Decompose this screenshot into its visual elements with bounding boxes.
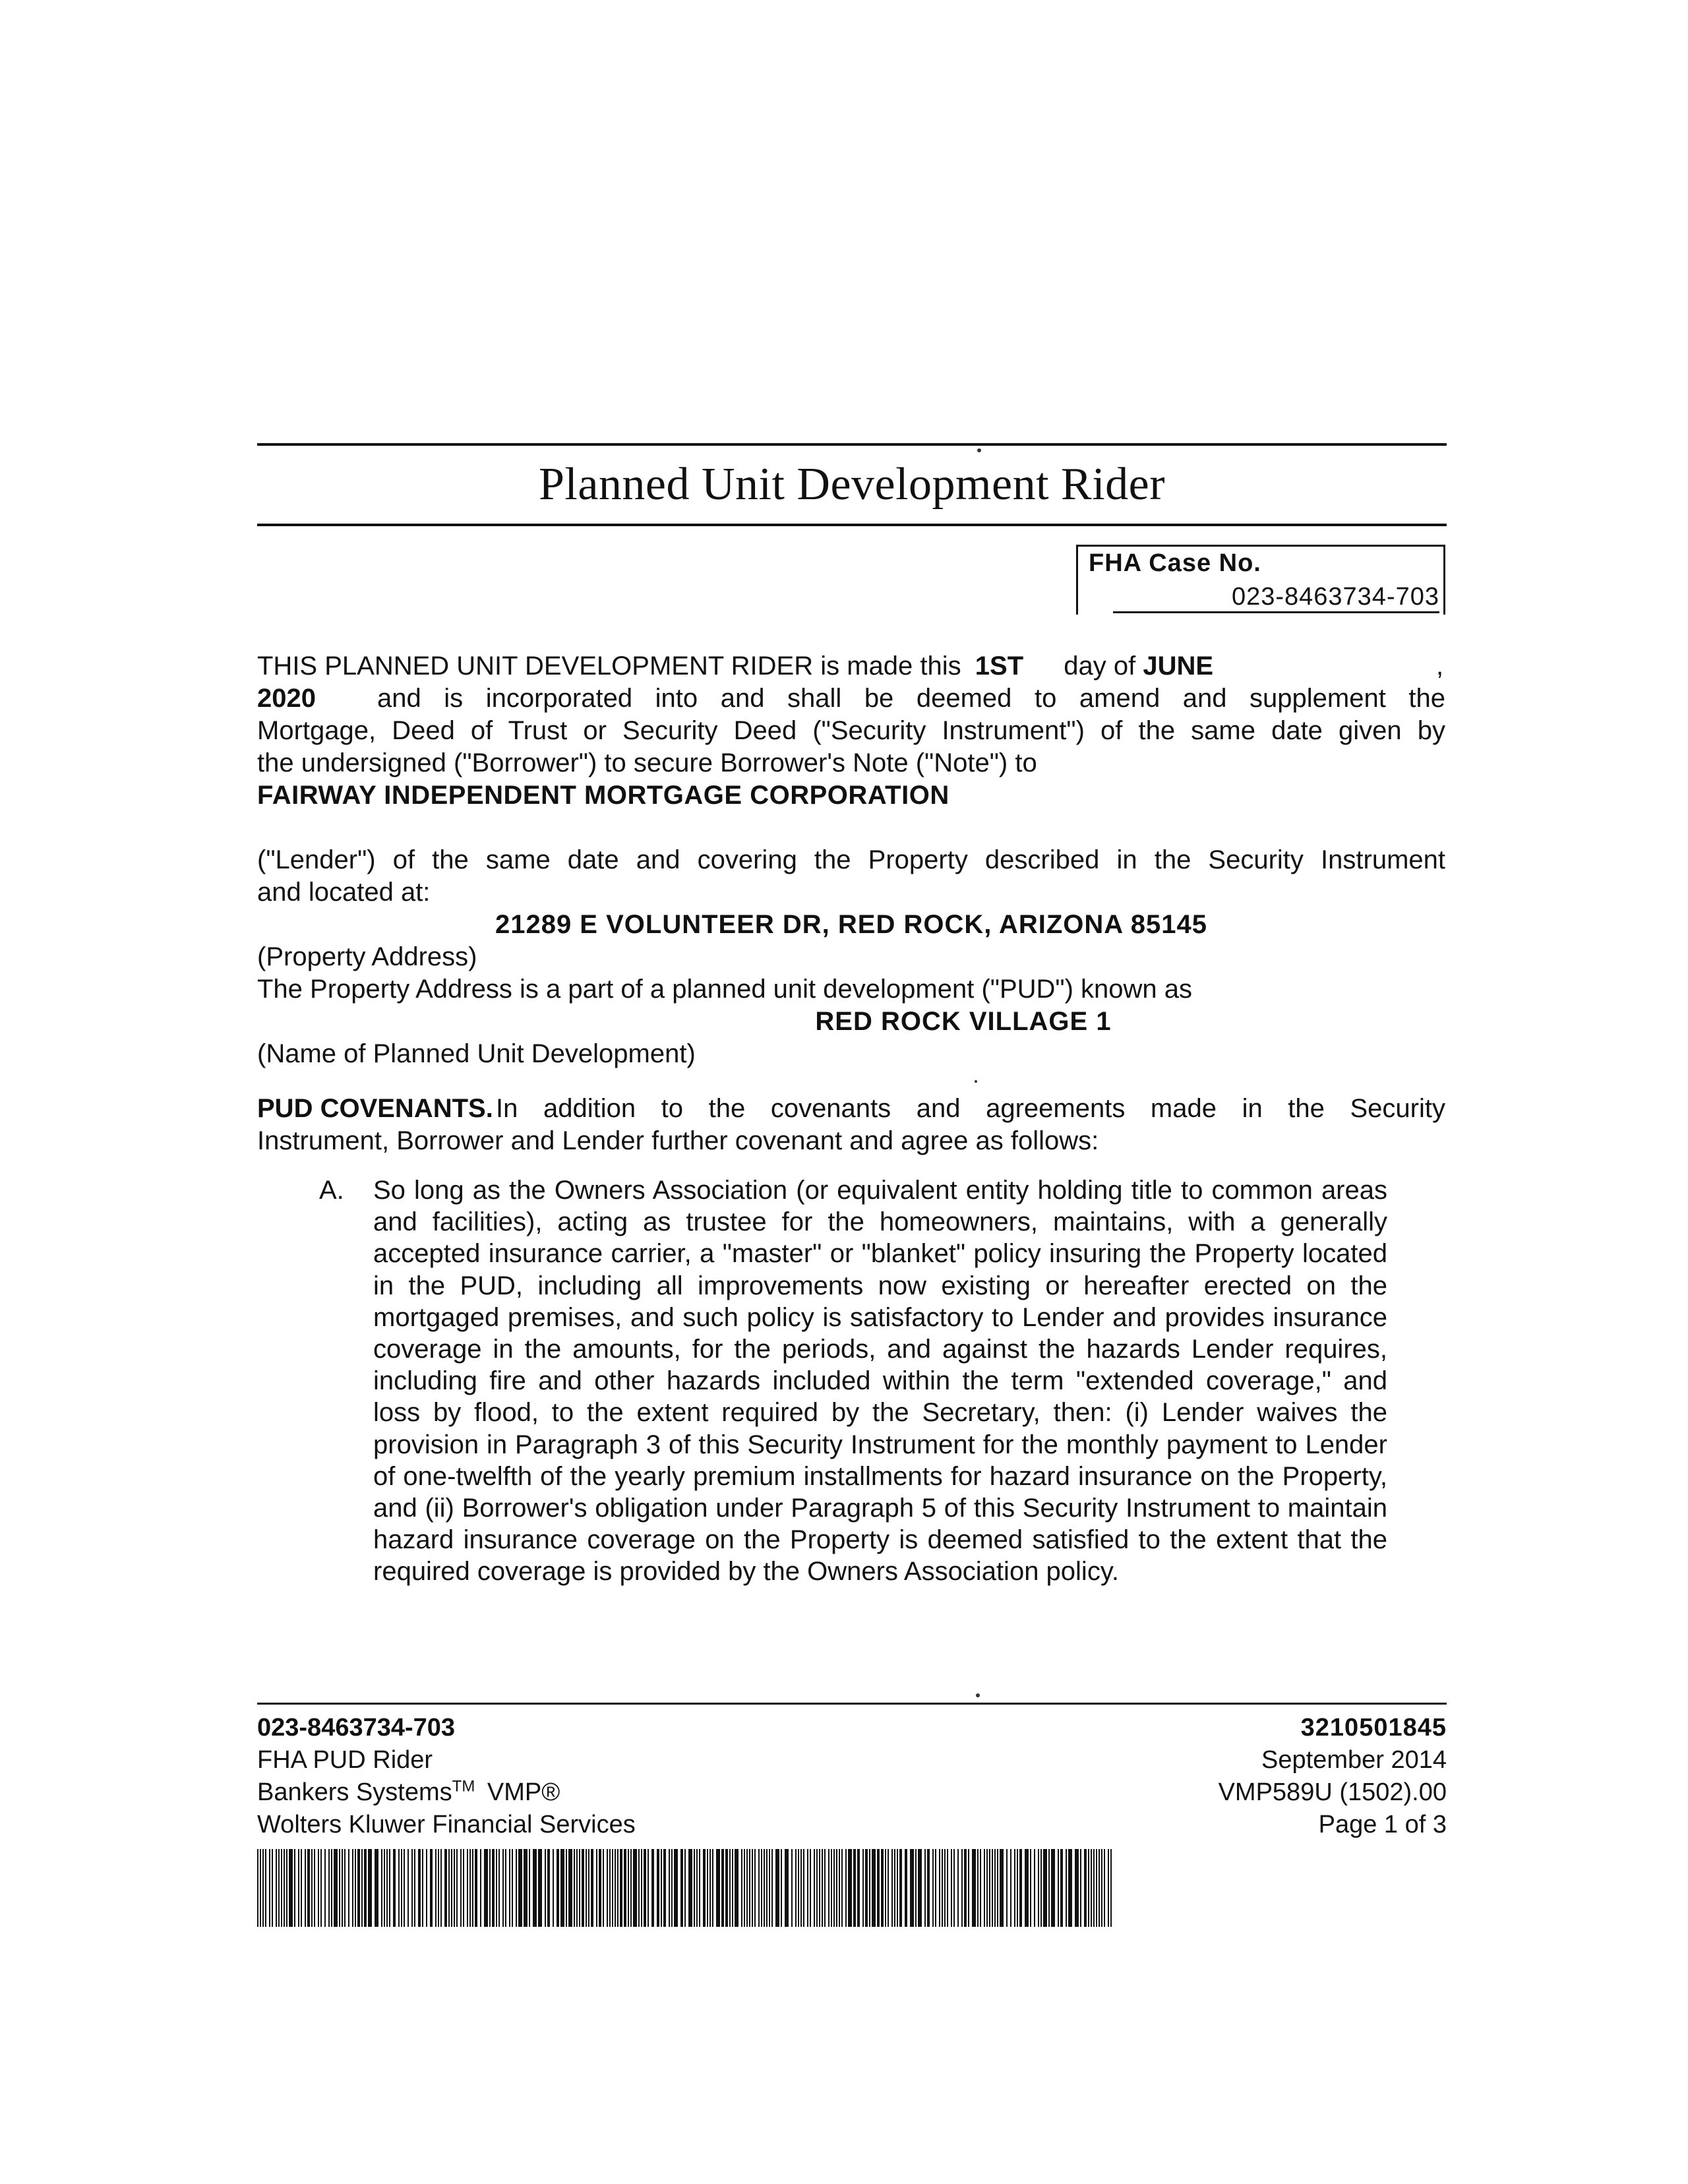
barcode-bar [538,1849,542,1927]
barcode-bar [977,1849,979,1927]
barcode-bar [591,1849,593,1927]
barcode-bar [932,1849,934,1927]
barcode-bar [607,1849,608,1927]
scan-speck [976,1693,980,1697]
barcode-bar [709,1849,711,1927]
barcode-bar [712,1849,713,1927]
barcode-bar [1038,1849,1039,1927]
barcode-bar [865,1849,868,1927]
barcode-bar [545,1849,546,1927]
pud-name-label: (Name of Planned Unit Development) [257,1039,696,1068]
barcode-bar [502,1849,504,1927]
barcode-bar [761,1849,762,1927]
barcode-bar [947,1849,948,1927]
barcode-bar [800,1849,802,1927]
barcode-bar [853,1849,856,1927]
barcode-bar [729,1849,731,1927]
barcode-bar [448,1849,450,1927]
barcode-bar [1017,1849,1018,1927]
footer-page-label: Page 1 of 3 [1318,1811,1447,1838]
barcode-bar [894,1849,895,1927]
barcode-bar [339,1849,340,1927]
barcode-bar [284,1849,285,1927]
barcode-bar [1034,1849,1035,1927]
day-of-text: day of [1064,652,1136,681]
barcode-bar [467,1849,468,1927]
intro-comma: , [1436,652,1444,681]
barcode-bar [364,1849,367,1927]
scan-speck [977,448,981,452]
barcode-bar [752,1849,753,1927]
rider-day: 1ST [975,652,1024,681]
barcode-bar [1101,1849,1102,1927]
lender-name: FAIRWAY INDEPENDENT MORTGAGE CORPORATION [257,781,950,810]
barcode-bar [498,1849,500,1927]
barcode-bar [334,1849,338,1927]
barcode-bar [957,1849,959,1927]
barcode-bar [505,1849,506,1927]
barcode-bar [633,1849,637,1927]
barcode-bar [980,1849,981,1927]
barcode-bar [599,1849,601,1927]
barcode-bar [872,1849,876,1927]
barcode-bar [314,1849,315,1927]
barcode-bar [703,1849,706,1927]
barcode-bar [807,1849,808,1927]
barcode-bar [262,1849,264,1927]
barcode-bar [749,1849,750,1927]
barcode-bar [509,1849,510,1927]
barcode-bar [924,1849,926,1927]
barcode-bar [518,1849,522,1927]
header-bottom-rule [257,524,1447,526]
footer-case-number: 023-8463734-703 [257,1714,456,1742]
barcode-bar [644,1849,646,1927]
barcode-bar [624,1849,626,1927]
barcode-bar [352,1849,353,1927]
barcode-bar [451,1849,452,1927]
barcode-bar [311,1849,313,1927]
barcode-bar [566,1849,567,1927]
item-a-letter: A. [319,1176,344,1205]
intro-line-1 [257,650,1213,682]
barcode-bar [972,1849,976,1927]
barcode-bar [1096,1849,1097,1927]
barcode-bar [848,1849,852,1927]
barcode-bar [841,1849,843,1927]
barcode-bar [803,1849,804,1927]
barcode-bar [944,1849,946,1927]
barcode-bar [989,1849,990,1927]
barcode-bar [669,1849,670,1927]
barcode-bar [822,1849,823,1927]
barcode-bar [707,1849,708,1927]
barcode-bar [657,1849,659,1927]
barcode-bar [1060,1849,1063,1927]
barcode-bar [764,1849,765,1927]
barcode-bar [1068,1849,1072,1927]
barcode-bar [648,1849,649,1927]
barcode-bar [328,1849,330,1927]
covenants-line-1-text: In addition to the covenants and agreements made in the Security [496,1094,1445,1123]
barcode-bar [463,1849,464,1927]
barcode-bar [910,1849,914,1927]
barcode-bar [891,1849,893,1927]
barcode-bar [454,1849,455,1927]
barcode-bar [615,1849,616,1927]
barcode-bar [612,1849,613,1927]
barcode-bar [533,1849,537,1927]
barcode-bar [814,1849,815,1927]
barcode-bar [301,1849,302,1927]
barcode-bar [344,1849,346,1927]
barcode-bar [888,1849,889,1927]
barcode-bar [816,1849,818,1927]
barcode-bar [381,1849,382,1927]
covenants-heading: PUD COVENANTS. [257,1094,493,1123]
barcode-bar [384,1849,385,1927]
barcode-bar [355,1849,356,1927]
barcode-bar [438,1849,439,1927]
barcode-bar [1014,1849,1015,1927]
intro-line-4: the undersigned ("Borrower") to secure Borrower's Note ("Note") to [257,748,1037,777]
barcode-bar [661,1849,662,1927]
covenants-line-1 [257,1093,1445,1124]
covenants-line-2: Instrument, Borrower and Lender further covenant and agree as follows: [257,1126,1099,1155]
pud-name: RED ROCK VILLAGE 1 [815,1007,1112,1036]
barcode-bar [663,1849,666,1927]
barcode-bar [492,1849,495,1927]
barcode-bar [935,1849,936,1927]
barcode-bar [1058,1849,1059,1927]
intro-line-2-text: and is incorporated into and shall be deemed to amend and supplement the [377,684,1445,713]
barcode-bar [269,1849,270,1927]
barcode-bar [918,1849,922,1927]
barcode-bar [265,1849,266,1927]
barcode-bar [1051,1849,1055,1927]
barcode-bar [307,1849,310,1927]
barcode-bar [942,1849,943,1927]
barcode-bar [951,1849,952,1927]
barcode-bar [984,1849,985,1927]
barcode-bar [953,1849,955,1927]
barcode-bar [411,1849,413,1927]
footer-right-block [1219,1712,1447,1841]
barcode-bar [828,1849,829,1927]
barcode-bar [272,1849,273,1927]
barcode-bar [732,1849,733,1927]
barcode-bar [484,1849,488,1927]
barcode-bar [699,1849,700,1927]
barcode-bar [628,1849,629,1927]
footer-vendor-tm: TM [452,1777,475,1796]
header-top-rule [257,443,1447,446]
barcode-bar [1048,1849,1050,1927]
barcode-bar [758,1849,760,1927]
barcode-bar [744,1849,745,1927]
footer-doc-number: 3210501845 [1300,1714,1447,1742]
barcode-bar [603,1849,604,1927]
barcode-bar [579,1849,580,1927]
barcode-bar [897,1849,898,1927]
item-a-text: So long as the Owners Association (or equivalent entity holding title to common areas and facilities), acting as trustee for the homeowners, maintains, with a generally accepted insurance carrier, a "master" or "blanket" policy insuring the Property located in the PUD, including all improvements now existing or hereafter erected on the mortgaged premises, and such policy is satisfactory to Lender and provides insurance coverage in the amounts, for the periods, and against the hazards Lender requires, including fire and other hazards included within the term "extended coverage," and loss by flood, to the extent required by the Secretary, then: (i) Lender waives the provision in Paragraph 3 of this Security Instrument for the monthly payment to Lender of one-twelfth of the yearly premium installments for hazard insurance on the Property, and (ii) Borrower's obligation under Paragraph 5 of this Security Instrument to maintain hazard insurance coverage on the Property is deemed satisfied to the extent that the required coverage is provided by the Owners Association policy. [373,1176,1387,1587]
barcode-bar [885,1849,886,1927]
barcode-bar [1088,1849,1089,1927]
barcode-bar [684,1849,686,1927]
barcode-bar [833,1849,835,1927]
barcode-bar [298,1849,299,1927]
barcode-bar [939,1849,940,1927]
barcode-bar [440,1849,442,1927]
barcode-bar [694,1849,695,1927]
property-address-label: (Property Address) [257,942,477,971]
barcode-bar [1043,1849,1047,1927]
barcode-bar [596,1849,597,1927]
barcode-bar [769,1849,770,1927]
barcode-bar [754,1849,756,1927]
barcode-bar [836,1849,837,1927]
barcode-bar [444,1849,447,1927]
barcode-bar [824,1849,826,1927]
barcode-bar [617,1849,618,1927]
barcode-bar [257,1849,258,1927]
barcode-bar [435,1849,437,1927]
barcode-bar [389,1849,390,1927]
barcode-bar [460,1849,462,1927]
barcode-bar [819,1849,820,1927]
footer-vendor-name: Bankers Systems [257,1778,452,1806]
footer-form-code: VMP589U (1502).00 [1218,1778,1447,1806]
barcode-bar [688,1849,692,1927]
barcode-bar [857,1849,860,1927]
barcode-bar [798,1849,799,1927]
footer-company: Wolters Kluwer Financial Services [257,1811,636,1838]
barcode-bar [839,1849,840,1927]
barcode-bar [620,1849,622,1927]
barcode-bar [1110,1849,1112,1927]
property-line-1: ("Lender") of the same date and covering the Property described in the Security Instrument [257,845,1445,874]
footer-vendor [257,1776,636,1809]
barcode-bar [281,1849,282,1927]
barcode-bar [560,1849,564,1927]
barcode-bar [348,1849,349,1927]
barcode-bar [557,1849,559,1927]
barcode-bar [638,1849,640,1927]
barcode-bar [375,1849,378,1927]
barcode-bar [404,1849,405,1927]
barcode-bar [927,1849,930,1927]
barcode-bar [630,1849,632,1927]
barcode-bar [831,1849,832,1927]
barcode-bar [641,1849,642,1927]
barcode-bar [430,1849,433,1927]
barcode-bar [1093,1849,1095,1927]
barcode-bar [609,1849,611,1927]
barcode-bar [696,1849,698,1927]
barcode-bar [674,1849,678,1927]
barcode-bar [422,1849,423,1927]
barcode-bar [456,1849,458,1927]
barcode-bar [721,1849,724,1927]
barcode-bar [305,1849,306,1927]
barcode-bar [992,1849,993,1927]
barcode-bar [994,1849,996,1927]
barcode-bar [260,1849,261,1927]
barcode-bar [1000,1849,1004,1927]
barcode-bar [588,1849,589,1927]
scan-speck [975,1080,977,1083]
barcode-bar [1030,1849,1031,1927]
barcode-bar [426,1849,427,1927]
barcode-bar [286,1849,287,1927]
barcode-bar [276,1849,277,1927]
footer-form-name: FHA PUD Rider [257,1746,433,1774]
barcode-bar [1080,1849,1081,1927]
barcode-bar [795,1849,797,1927]
barcode-bar [496,1849,497,1927]
fha-case-label: FHA Case No. [1089,549,1261,577]
barcode-bar [986,1849,988,1927]
barcode-bar [961,1849,963,1927]
property-line-2: and located at: [257,878,431,907]
barcode-bar [368,1849,372,1927]
barcode-bar [725,1849,728,1927]
barcode-bar [320,1849,322,1927]
barcode-bar [553,1849,554,1927]
barcode-bar [1091,1849,1092,1927]
barcode-bar [1006,1849,1008,1927]
barcode-bar [1108,1849,1109,1927]
barcode-bar [735,1849,738,1927]
barcode-bar [547,1849,550,1927]
barcode-bar [877,1849,880,1927]
barcode-bar [294,1849,295,1927]
barcode-bar [568,1849,572,1927]
barcode-bar [398,1849,400,1927]
barcode-bar [741,1849,742,1927]
barcode-bar [651,1849,654,1927]
fha-case-box [1076,545,1445,615]
barcode-bar [1040,1849,1042,1927]
barcode [257,1849,1114,1927]
barcode-bar [529,1849,530,1927]
barcode-bar [964,1849,967,1927]
barcode-bar [357,1849,360,1927]
barcode-bar [915,1849,917,1927]
pud-intro: The Property Address is a part of a planned unit development ("PUD") known as [257,975,1193,1004]
barcode-bar [1010,1849,1011,1927]
fha-case-number: 023-8463734-703 [1113,582,1439,613]
barcode-bar [845,1849,847,1927]
barcode-bar [472,1849,473,1927]
barcode-bar [781,1849,782,1927]
barcode-bar [324,1849,326,1927]
rider-year: 2020 [257,684,316,713]
barcode-bar [746,1849,748,1927]
footer-rule [257,1703,1447,1705]
barcode-bar [401,1849,402,1927]
barcode-bar [716,1849,720,1927]
footer-left-block [257,1712,636,1841]
barcode-bar [1104,1849,1105,1927]
barcode-bar [361,1849,363,1927]
barcode-bar [318,1849,319,1927]
intro-line-3: Mortgage, Deed of Trust or Security Deed ("Security Instrument") of the same date given by [257,716,1445,745]
footer-form-date: September 2014 [1261,1746,1447,1774]
barcode-bar [1099,1849,1100,1927]
barcode-bar [1084,1849,1087,1927]
barcode-bar [968,1849,969,1927]
barcode-bar [582,1849,584,1927]
barcode-bar [386,1849,388,1927]
barcode-bar [1019,1849,1022,1927]
barcode-bar [766,1849,768,1927]
barcode-bar [1025,1849,1029,1927]
page-title: Planned Unit Development Rider [538,459,1166,510]
barcode-bar [289,1849,293,1927]
barcode-bar [810,1849,811,1927]
barcode-bar [574,1849,575,1927]
barcode-bar [512,1849,513,1927]
barcode-bar [671,1849,673,1927]
barcode-bar [278,1849,280,1927]
barcode-bar [775,1849,779,1927]
barcode-bar [881,1849,884,1927]
barcode-bar [905,1849,907,1927]
barcode-bar [1066,1849,1067,1927]
barcode-bar [997,1849,998,1927]
barcode-bar [393,1849,396,1927]
barcode-bar [680,1849,683,1927]
barcode-bar [899,1849,902,1927]
barcode-bar [469,1849,471,1927]
barcode-bar [862,1849,864,1927]
barcode-bar [1075,1849,1079,1927]
property-address: 21289 E VOLUNTEER DR, RED ROCK, ARIZONA 85145 [495,910,1208,939]
barcode-bar [342,1849,343,1927]
barcode-bar [791,1849,793,1927]
barcode-bar [407,1849,409,1927]
barcode-bar [586,1849,587,1927]
footer-vendor-suffix: VMP® [487,1778,560,1806]
barcode-bar [771,1849,773,1927]
rider-month: JUNE [1143,652,1214,681]
barcode-bar [785,1849,789,1927]
barcode-bar [475,1849,477,1927]
barcode-bar [869,1849,870,1927]
intro-line-2 [257,682,1445,714]
intro-text: THIS PLANNED UNIT DEVELOPMENT RIDER is made this [257,652,961,681]
barcode-bar [414,1849,415,1927]
barcode-bar [418,1849,421,1927]
barcode-bar [524,1849,528,1927]
barcode-bar [576,1849,578,1927]
barcode-bar [516,1849,517,1927]
barcode-bar [480,1849,481,1927]
barcode-bar [489,1849,491,1927]
barcode-bar [331,1849,332,1927]
